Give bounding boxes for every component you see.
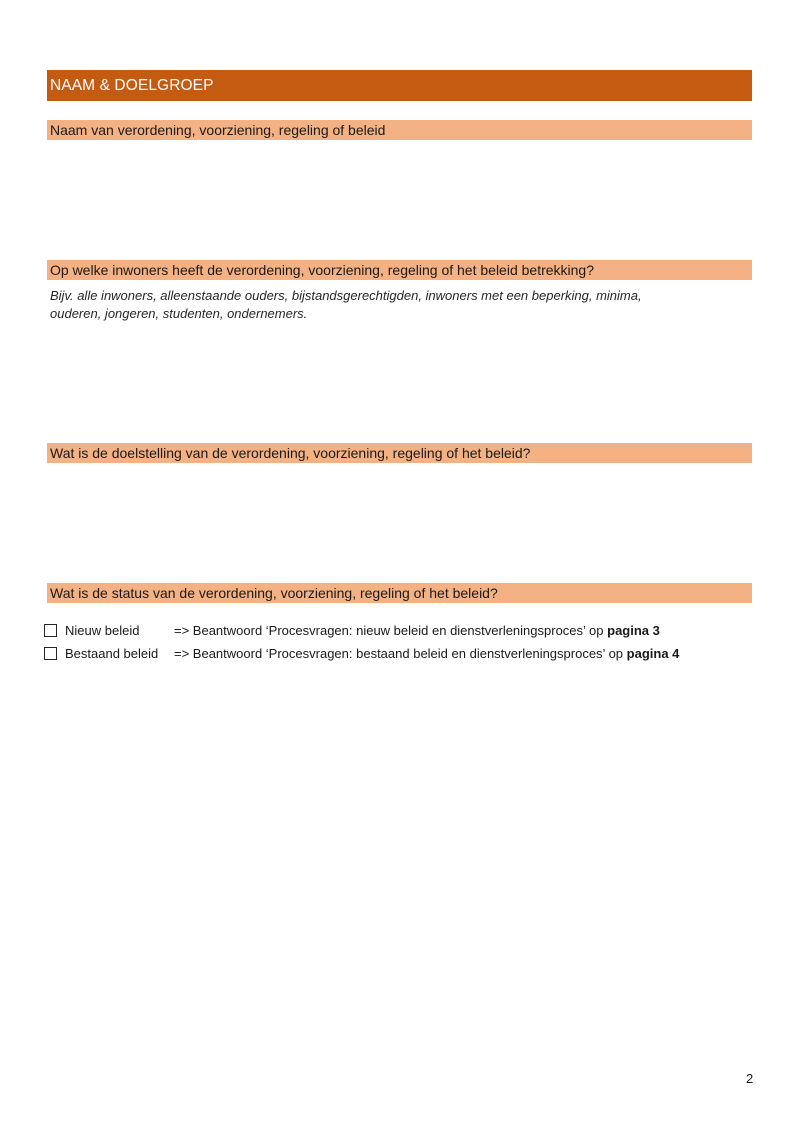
option-instruction — [174, 645, 679, 663]
question-naam — [47, 120, 752, 140]
page-reference: pagina 3 — [607, 623, 660, 638]
page-reference: pagina 4 — [626, 646, 680, 661]
option-instruction — [174, 622, 660, 640]
answer-area-doelgroep[interactable] — [47, 330, 752, 430]
question-hint — [50, 287, 740, 323]
question-doelgroep — [47, 260, 752, 280]
question-label: Wat is de doelstelling van de verordening, voorziening, regeling of het beleid? — [50, 445, 531, 461]
question-label: Naam van verordening, voorziening, regeling of beleid — [50, 122, 386, 138]
section-header-naam-doelgroep — [47, 70, 752, 101]
option-label: Nieuw beleid — [65, 623, 140, 638]
question-label: Op welke inwoners heeft de verordening, voorziening, regeling of het beleid betrekking? — [50, 262, 595, 278]
hint-line: Bijv. alle inwoners, alleenstaande ouders, bijstandsgerechtigden, inwoners met een beperking, minima, — [50, 288, 642, 303]
instruction-text: => Beantwoord ‘Procesvragen: bestaand beleid en dienstverleningsproces’ op — [174, 646, 624, 661]
hint-line: ouderen, jongeren, studenten, ondernemers. — [50, 306, 308, 321]
question-status — [47, 583, 752, 603]
question-label: Wat is de status van de verordening, voorziening, regeling of het beleid? — [50, 585, 498, 601]
section-title: NAAM & DOELGROEP — [50, 77, 214, 94]
instruction-text: => Beantwoord ‘Procesvragen: nieuw beleid en dienstverleningsproces’ op — [174, 623, 604, 638]
page-number: 2 — [746, 1071, 754, 1086]
answer-area-doelstelling[interactable] — [47, 465, 752, 570]
checkbox-nieuw-beleid[interactable] — [44, 624, 57, 637]
question-doelstelling — [47, 443, 752, 463]
checkbox-bestaand-beleid[interactable] — [44, 647, 57, 660]
answer-area-naam[interactable] — [47, 142, 752, 250]
option-label: Bestaand beleid — [65, 646, 159, 661]
